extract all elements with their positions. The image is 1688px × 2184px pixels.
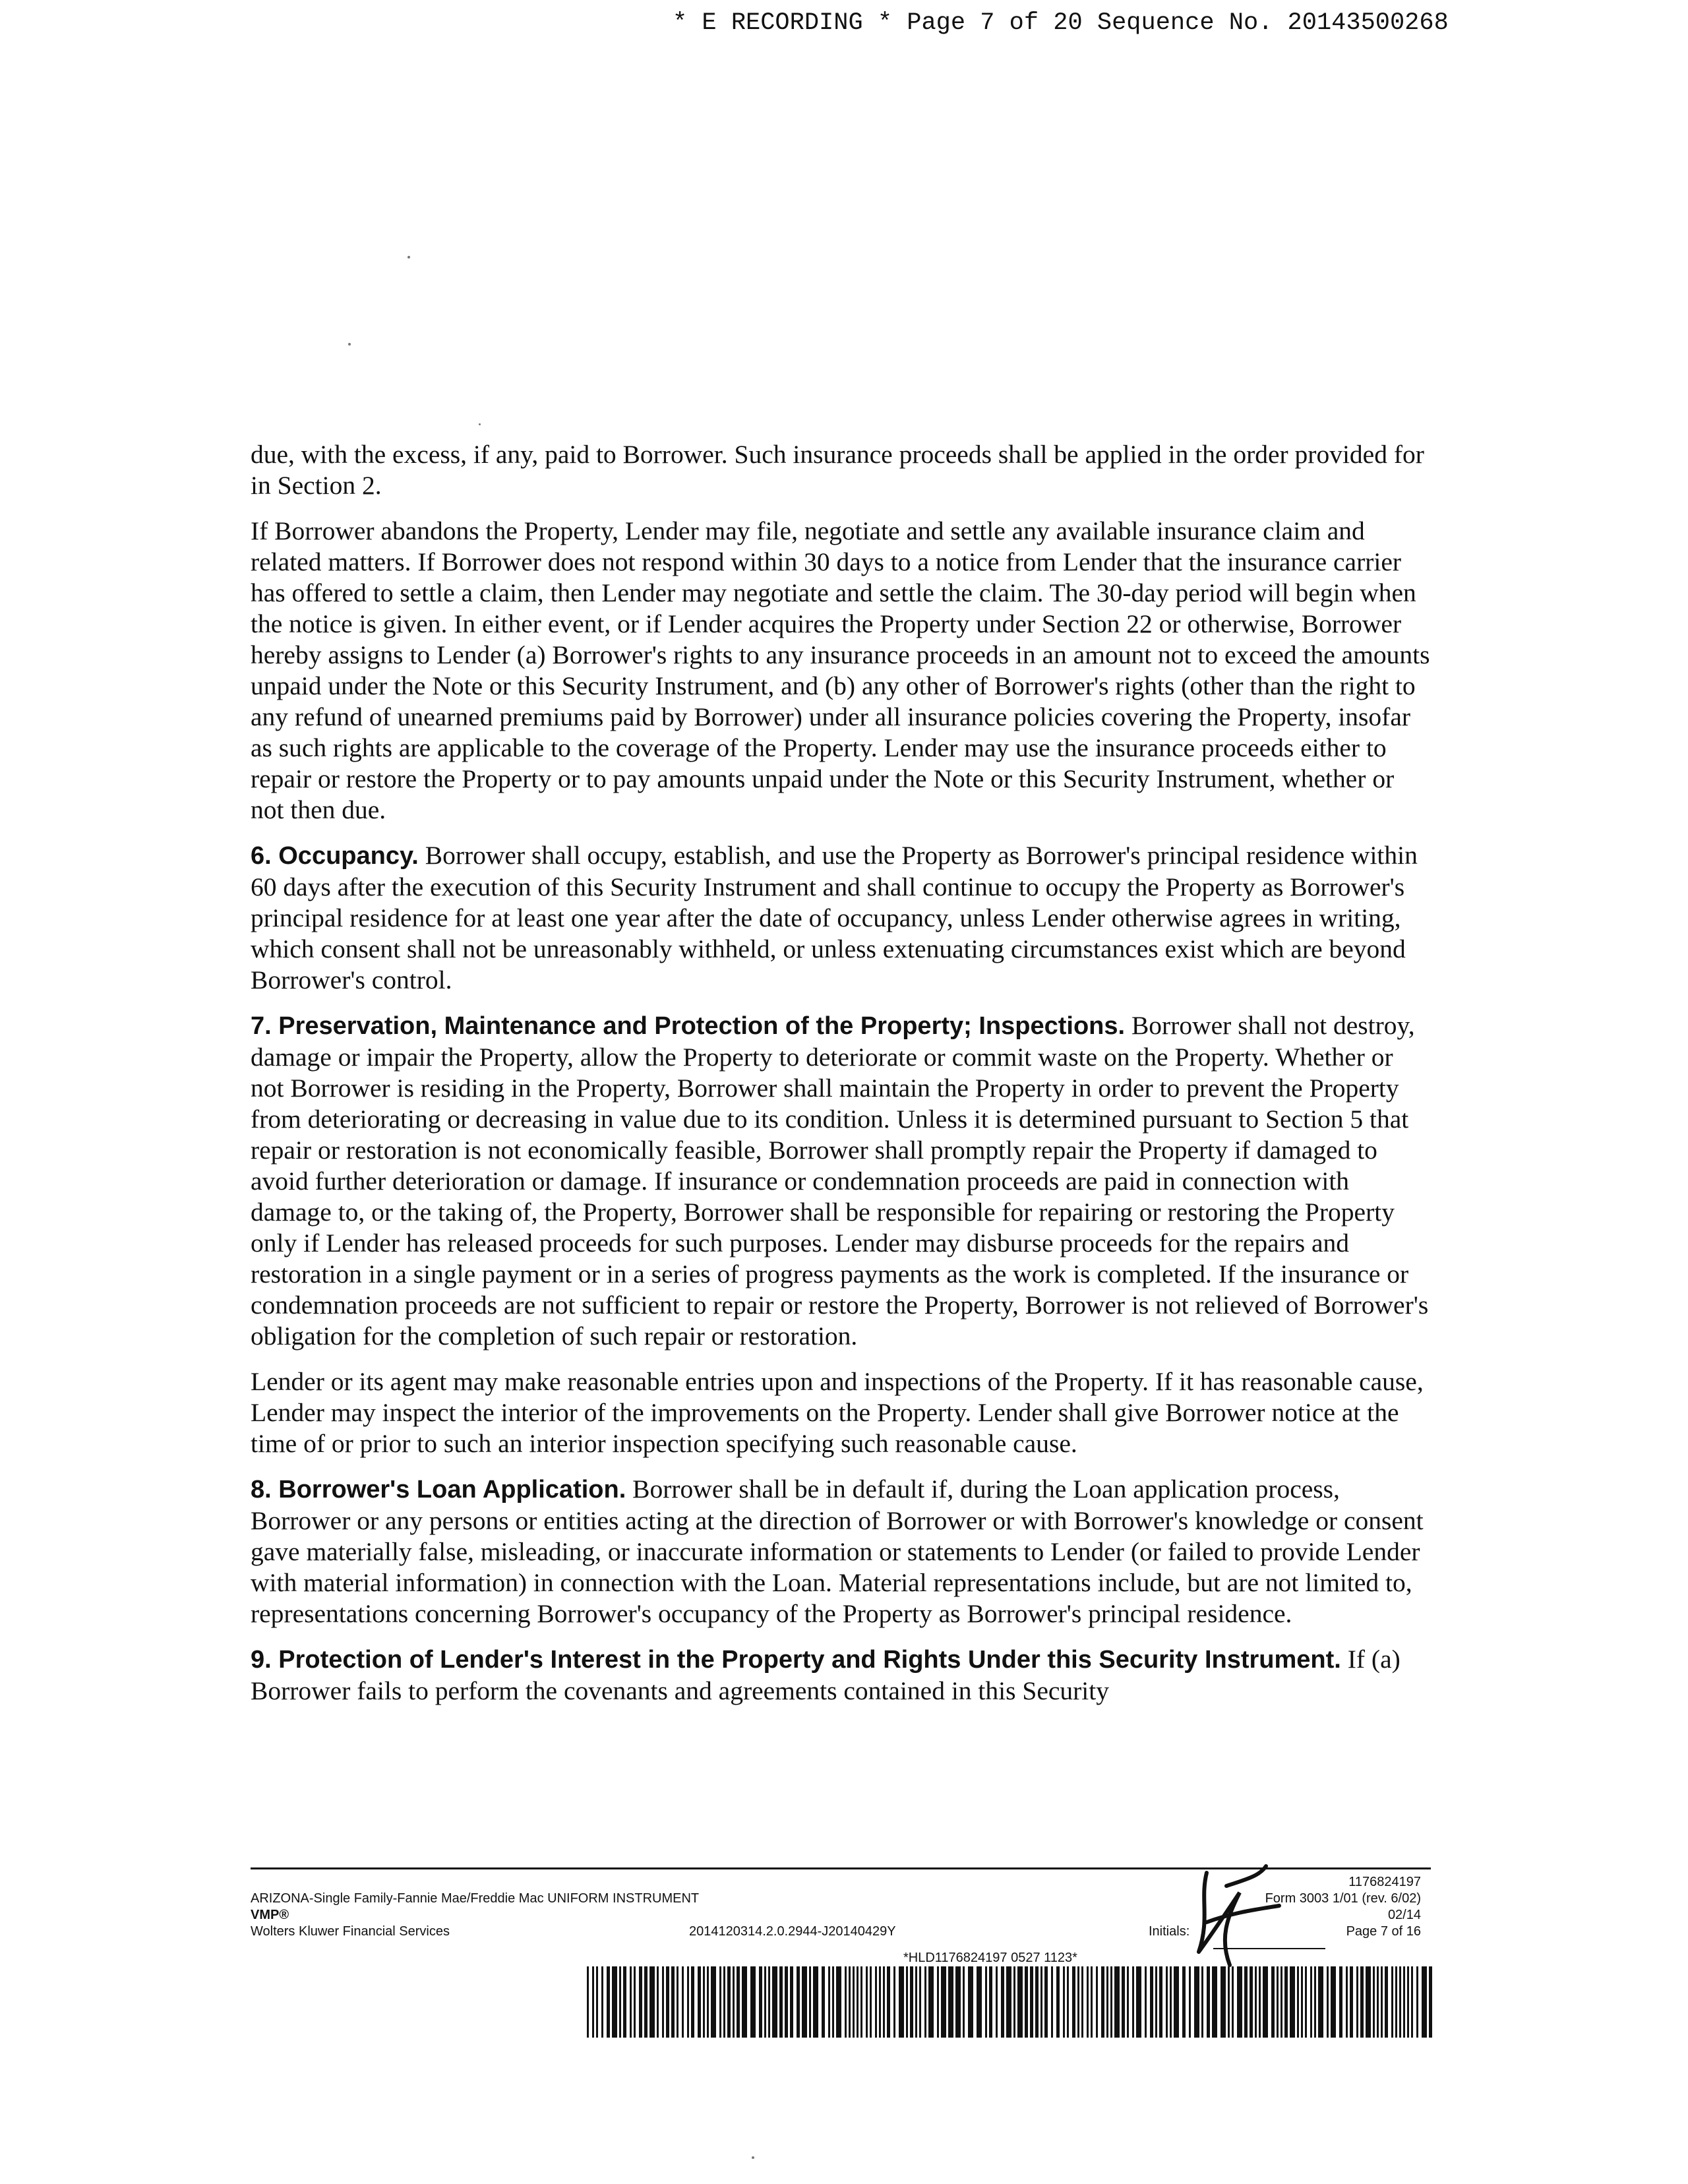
barcode-bar	[1072, 1966, 1075, 2038]
barcode-bar	[985, 1966, 987, 2038]
barcode-bar	[742, 1966, 747, 2038]
barcode-bar	[845, 1966, 847, 2038]
barcode-bar	[1422, 1966, 1427, 2038]
barcode-bar	[1301, 1966, 1303, 2038]
barcode-bar	[1063, 1966, 1065, 2038]
paragraph-text: Borrower shall occupy, establish, and use the Property as Borrower's principal residence within 60 days after the execution of this Security Instrument and shall continue to occupy the Property as Borrower's principal residence for at least one year after the date of occupancy, unless Lender otherwise agrees in writing, which consent shall not be unreasonably withheld, or unless extenuating circumstances exist which are beyond Borrower's control.	[251, 841, 1418, 994]
initials-label: Initials:	[1149, 1924, 1190, 1939]
barcode-bar	[1263, 1966, 1268, 2038]
barcode-bar	[677, 1966, 678, 2038]
section-title: 8. Borrower's Loan Application.	[251, 1476, 626, 1503]
barcode-bar	[919, 1966, 921, 2038]
barcode-bar	[879, 1966, 881, 2038]
barcode-bar	[915, 1966, 917, 2038]
barcode-bar	[1305, 1966, 1307, 2038]
paragraph-text: Borrower shall not destroy, damage or impair the Property, allow the Property to deteriorate or commit waste on the Property. Whether or not Borrower is residing in the Property, Borrower shall maintain the Property in order to prevent the Property from deteriorating or decreasing in value due to its condition. Unless it is determined pursuant to Section 5 that repair or restoration is not economically feasible, Borrower shall promptly repair the Property if damaged to avoid further deterioration or damage. If insurance or condemnation proceeds are paid in connection with damage to, or the taking of, the Property, Borrower shall be responsible for repairing or restoring the Property only if Lender has released proceeds for such purposes. Lender may disburse proceeds for the repairs and restoration in a single payment or in a series of progress payments as the work is completed. If the insurance or condemnation proceeds are not sufficient to repair or restore the Property, Borrower is not relieved of Borrower's obligation for the completion of such repair or restoration.	[251, 1011, 1429, 1350]
barcode-bar	[785, 1966, 788, 2038]
barcode-bar	[887, 1966, 890, 2038]
barcode-bar	[1056, 1966, 1060, 2038]
barcode-bar	[1250, 1966, 1253, 2038]
barcode-bar	[1091, 1966, 1093, 2038]
barcode-bar	[941, 1966, 946, 2038]
initials-signature	[1180, 1860, 1286, 1972]
barcode-bar	[1373, 1966, 1375, 2038]
barcode-bar	[662, 1966, 664, 2038]
barcode-bar	[989, 1966, 992, 2038]
section-8-loan-application	[251, 1474, 1431, 1629]
paragraph-text: If (a) Borrower fails to perform the covenants and agreements contained in this Security	[251, 1645, 1401, 1705]
vmp-label: VMP®	[251, 1908, 289, 1922]
barcode-bar	[899, 1966, 904, 2038]
barcode-bar	[1035, 1966, 1039, 2038]
barcode-bar	[727, 1966, 731, 2038]
section-7-preservation	[251, 1010, 1431, 1352]
barcode-bar	[1110, 1966, 1112, 2038]
barcode-bar	[1232, 1966, 1234, 2038]
barcode-bar	[1017, 1966, 1023, 2038]
barcode-bar	[1212, 1966, 1217, 2038]
barcode-bar	[1366, 1966, 1371, 2038]
section-title: 6. Occupancy.	[251, 842, 419, 870]
barcode-bar	[619, 1966, 621, 2038]
barcode-bar	[630, 1966, 632, 2038]
barcode-bar	[996, 1966, 998, 2038]
paragraph-insurance-proceeds	[251, 439, 1431, 501]
barcode-bar	[1145, 1966, 1147, 2038]
barcode-bar	[1081, 1966, 1083, 2038]
barcode-bar	[1096, 1966, 1098, 2038]
barcode-bar	[1136, 1966, 1141, 2038]
barcode-bar	[883, 1966, 885, 2038]
barcode-bar	[1106, 1966, 1108, 2038]
barcode-bar	[1271, 1966, 1275, 2038]
barcode-bar	[779, 1966, 783, 2038]
barcode-bar	[639, 1966, 642, 2038]
barcode-bar	[1385, 1966, 1388, 2038]
barcode-bar	[1255, 1966, 1257, 2038]
section-9-protection	[251, 1644, 1431, 1707]
scan-speck	[407, 256, 410, 258]
barcode-bar	[963, 1966, 965, 2038]
barcode-bar	[1150, 1966, 1153, 2038]
barcode-bar	[1284, 1966, 1288, 2038]
barcode-bar	[802, 1966, 807, 2038]
barcode-bar	[875, 1966, 877, 2038]
barcode-bar	[612, 1966, 617, 2038]
section-6-occupancy	[251, 840, 1431, 996]
barcode-bar	[1001, 1966, 1004, 2038]
barcode-bar	[1290, 1966, 1295, 2038]
barcode-bar	[1377, 1966, 1379, 2038]
barcode-bar	[698, 1966, 701, 2038]
barcode-bar	[711, 1966, 716, 2038]
barcode-bar	[737, 1966, 740, 2038]
scan-speck	[479, 423, 481, 425]
barcode-bar	[1101, 1966, 1104, 2038]
barcode-bar	[866, 1966, 868, 2038]
barcode-bar	[849, 1966, 851, 2038]
barcode-bar	[1395, 1966, 1397, 2038]
barcode-bar	[857, 1966, 859, 2038]
barcode-bar	[1155, 1966, 1157, 2038]
barcode-bar	[832, 1966, 834, 2038]
barcode-bar	[1051, 1966, 1053, 2038]
barcode-bar	[968, 1966, 973, 2038]
barcode-bar	[601, 1966, 603, 2038]
barcode-bar	[592, 1966, 594, 2038]
barcode-bar	[1360, 1966, 1364, 2038]
barcode-bar	[657, 1966, 659, 2038]
barcode-bar	[1087, 1966, 1089, 2038]
scan-speck	[348, 343, 351, 346]
barcode-bar	[1189, 1966, 1191, 2038]
barcode-bar	[928, 1966, 934, 2038]
barcode-bar	[1259, 1966, 1261, 2038]
paragraph-text: Lender or its agent may make reasonable entries upon and inspections of the Property. If it has reasonable cause, Lender may inspect the interior of the improvements on the Property. Lender shall give Borrower notice at the time of or prior to such an interior inspection specifying such reasonable cause.	[251, 1367, 1424, 1458]
barcode-bar	[723, 1966, 725, 2038]
barcode-bar	[1040, 1966, 1042, 2038]
form-number: Form 3003 1/01 (rev. 6/02)	[1265, 1891, 1421, 1906]
barcode-bar	[733, 1966, 735, 2038]
barcode-bar	[1339, 1966, 1342, 2038]
recording-header: * E RECORDING * Page 7 of 20 Sequence No. 20143500268	[673, 9, 1449, 37]
section-title: 9. Protection of Lender's Interest in the Property and Rights Under this Security Instrument.	[251, 1646, 1341, 1674]
barcode-bar	[1006, 1966, 1011, 2038]
scan-speck	[752, 2156, 754, 2159]
barcode-bar	[1297, 1966, 1299, 2038]
barcode-bar	[1174, 1966, 1179, 2038]
barcode	[587, 1966, 1434, 2038]
barcode-bar	[1207, 1966, 1210, 2038]
barcode-bar	[1391, 1966, 1393, 2038]
barcode-bar	[1159, 1966, 1162, 2038]
barcode-bar	[822, 1966, 825, 2038]
barcode-bar	[906, 1966, 908, 2038]
barcode-bar	[977, 1966, 982, 2038]
barcode-bar	[1067, 1966, 1069, 2038]
barcode-bar	[1114, 1966, 1120, 2038]
barcode-bar	[1310, 1966, 1312, 2038]
barcode-bar	[1221, 1966, 1226, 2038]
barcode-bar	[772, 1966, 777, 2038]
barcode-bar	[666, 1966, 669, 2038]
barcode-bar	[1170, 1966, 1172, 2038]
barcode-bar	[623, 1966, 626, 2038]
barcode-bar	[1228, 1966, 1230, 2038]
barcode-bar	[1077, 1966, 1079, 2038]
barcode-bar	[910, 1966, 913, 2038]
barcode-bar	[1281, 1966, 1282, 2038]
barcode-bar	[790, 1966, 793, 2038]
barcode-bar	[1346, 1966, 1348, 2038]
barcode-bar	[948, 1966, 953, 2038]
barcode-bar	[768, 1966, 770, 2038]
barcode-bar	[1244, 1966, 1248, 2038]
barcode-bar	[1127, 1966, 1129, 2038]
barcode-bar	[1044, 1966, 1048, 2038]
barcode-bar	[750, 1966, 756, 2038]
barcode-bar	[759, 1966, 762, 2038]
barcode-bar	[1237, 1966, 1242, 2038]
barcode-bar	[719, 1966, 721, 2038]
document-body	[251, 439, 1431, 1721]
barcode-bar	[1025, 1966, 1028, 2038]
barcode-bar	[1381, 1966, 1383, 2038]
publisher: Wolters Kluwer Financial Services	[251, 1924, 450, 1939]
page-label: Page 7 of 16	[1346, 1924, 1421, 1939]
barcode-bar	[1399, 1966, 1401, 2038]
barcode-bar	[703, 1966, 705, 2038]
barcode-bar	[1411, 1966, 1413, 2038]
barcode-bar	[955, 1966, 961, 2038]
barcode-bar	[607, 1966, 610, 2038]
barcode-bar	[1429, 1966, 1432, 2038]
barcode-bar	[1318, 1966, 1323, 2038]
barcode-bar	[587, 1966, 589, 2038]
barcode-bar	[797, 1966, 800, 2038]
paragraph-text: due, with the excess, if any, paid to Borrower. Such insurance proceeds shall be applied in the order provided for in Section 2.	[251, 440, 1424, 500]
barcode-bar	[1122, 1966, 1125, 2038]
doc-code: 2014120314.2.0.2944-J20140429Y	[689, 1924, 896, 1939]
barcode-bar	[1356, 1966, 1358, 2038]
barcode-bar	[809, 1966, 811, 2038]
barcode-bar	[1407, 1966, 1409, 2038]
barcode-bar	[1403, 1966, 1405, 2038]
barcode-bar	[1314, 1966, 1316, 2038]
barcode-text: *HLD1176824197 0527 1123*	[903, 1951, 1077, 1965]
barcode-bar	[1201, 1966, 1203, 2038]
paragraph-text: Borrower shall be in default if, during the Loan application process, Borrower or any persons or entities acting at the direction of Borrower or with Borrower's knowledge or consent gave materially false, misleading, or inaccurate information or statements to Lender (or failed to provide Lender with material information) in connection with the Loan. Material representations include, but are not limited to, representations concerning Borrower's occupancy of the Property as Borrower's principal residence.	[251, 1474, 1424, 1628]
barcode-bar	[649, 1966, 655, 2038]
barcode-bar	[870, 1966, 872, 2038]
barcode-bar	[1331, 1966, 1336, 2038]
barcode-bar	[1030, 1966, 1033, 2038]
section-title: 7. Preservation, Maintenance and Protection of the Property; Inspections.	[251, 1012, 1126, 1040]
barcode-bar	[813, 1966, 818, 2038]
barcode-bar	[687, 1966, 689, 2038]
barcode-bar	[596, 1966, 598, 2038]
barcode-bar	[691, 1966, 694, 2038]
form-title: ARIZONA-Single Family-Fannie Mae/Freddie Mac UNIFORM INSTRUMENT	[251, 1891, 700, 1906]
barcode-bar	[853, 1966, 855, 2038]
barcode-bar	[1132, 1966, 1134, 2038]
barcode-bar	[1182, 1966, 1186, 2038]
barcode-bar	[634, 1966, 636, 2038]
barcode-bar	[1194, 1966, 1199, 2038]
barcode-bar	[1327, 1966, 1329, 2038]
barcode-bar	[1277, 1966, 1279, 2038]
barcode-bar	[828, 1966, 830, 2038]
barcode-bar	[1350, 1966, 1353, 2038]
barcode-bar	[644, 1966, 648, 2038]
barcode-bar	[836, 1966, 841, 2038]
barcode-bar	[924, 1966, 926, 2038]
loan-number: 1176824197	[1348, 1875, 1421, 1889]
barcode-bar	[1013, 1966, 1015, 2038]
barcode-bar	[893, 1966, 895, 2038]
paragraph-abandonment	[251, 516, 1431, 826]
barcode-bar	[1166, 1966, 1168, 2038]
paragraph-inspections	[251, 1366, 1431, 1459]
barcode-bar	[860, 1966, 862, 2038]
barcode-bar	[671, 1966, 675, 2038]
paragraph-text: If Borrower abandons the Property, Lender may file, negotiate and settle any available insurance claim and related matters. If Borrower does not respond within 30 days to a notice from Lender that the insurance carrier has offered to settle a claim, then Lender may negotiate and settle the claim. The 30-day period will begin when the notice is given. In either event, or if Lender acquires the Property under Section 22 or otherwise, Borrower hereby assigns to Lender (a) Borrower's rights to any insurance proceeds in an amount not to exceed the amounts unpaid under the Note or this Security Instrument, and (b) any other of Borrower's rights (other than the right to any refund of unearned premiums paid by Borrower) under all insurance policies covering the Property, insofar as such rights are applicable to the coverage of the Property. Lender may use the insurance proceeds either to repair or restore the Property or to pay amounts unpaid under the Note or this Security Instrument, whether or not then due.	[251, 516, 1430, 824]
barcode-bar	[1416, 1966, 1418, 2038]
barcode-bar	[707, 1966, 709, 2038]
barcode-bar	[682, 1966, 684, 2038]
barcode-bar	[937, 1966, 939, 2038]
date-code: 02/14	[1387, 1908, 1421, 1922]
barcode-bar	[764, 1966, 766, 2038]
